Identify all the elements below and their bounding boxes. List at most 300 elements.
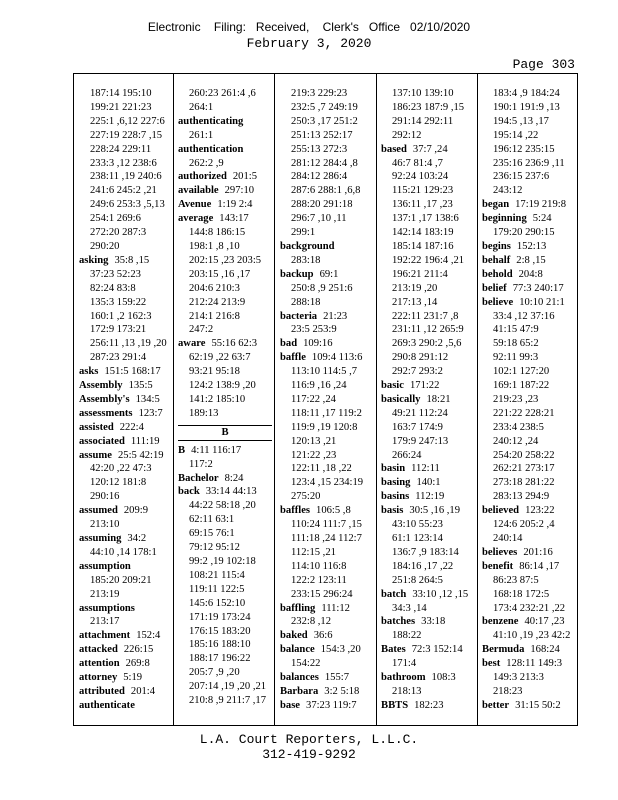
index-refs-line: 213:10 (90, 519, 120, 531)
index-refs: 201:16 (523, 546, 553, 558)
index-entry (482, 240, 576, 254)
index-entry (482, 560, 576, 574)
index-term: belief (482, 282, 507, 294)
index-refs: 33:18 (421, 616, 446, 628)
index-refs-line: 203:15 ,16 ,17 (189, 268, 251, 280)
index-term: assumptions (79, 602, 135, 614)
index-refs-line: 137:10 139:10 (392, 88, 454, 99)
index-refs-line: 82:24 83:8 (90, 282, 136, 294)
index-term: attacked (79, 644, 118, 656)
index-refs: 123:7 (138, 407, 163, 419)
index-refs-line: 37:23 52:23 (90, 268, 141, 280)
index-entry (280, 351, 374, 365)
index-refs-line: 173:4 232:21 ,22 (493, 602, 566, 614)
index-refs: 55:16 62:3 (211, 338, 258, 350)
index-refs: 135:5 (128, 380, 153, 392)
index-entry (178, 485, 272, 499)
index-refs: 209:9 (123, 505, 148, 517)
index-refs-line: 232:5 ,7 249:19 (291, 101, 358, 113)
index-entry (79, 671, 171, 685)
index-refs: 151:5 168:17 (104, 366, 161, 378)
index-entry (280, 643, 374, 657)
index-refs-line: 235:16 236:9 ,11 (493, 157, 565, 169)
index-entry (381, 379, 475, 393)
index-refs-line: 273:18 281:22 (493, 477, 555, 489)
index-refs-line: 188:17 196:22 (189, 653, 251, 665)
index-refs-line: 210:8 ,9 211:7 ,17 (189, 695, 267, 707)
index-term: behold (482, 268, 513, 280)
page-number: Page 303 (512, 57, 575, 72)
column-divider (173, 74, 174, 725)
index-term: BBTS (381, 699, 409, 711)
index-refs-line: 171:4 (392, 658, 417, 670)
index-entry (280, 671, 374, 685)
index-refs-line: 62:19 ,22 63:7 (189, 352, 251, 364)
index-refs-line: 218:13 (392, 685, 422, 697)
index-term: benefit (482, 560, 514, 572)
index-entry (280, 602, 374, 616)
index-refs-line: 272:20 287:3 (90, 227, 147, 239)
index-refs-line: 199:21 221:23 (90, 101, 152, 113)
index-column-5 (482, 87, 576, 715)
index-term: beginning (482, 213, 527, 225)
index-refs-line: 233:4 238:5 (493, 421, 544, 433)
index-entry (178, 170, 272, 184)
index-column-1 (79, 87, 171, 715)
index-refs-line: 115:21 129:23 (392, 185, 454, 197)
index-refs-line: 261:1 (189, 129, 214, 141)
index-refs-line: 196:21 211:4 (392, 268, 448, 280)
index-refs-line: 283:13 294:9 (493, 491, 550, 503)
index-entry (79, 657, 171, 671)
index-term: believes (482, 546, 518, 558)
index-refs-line: 179:20 290:15 (493, 227, 555, 239)
index-term: batch (381, 588, 407, 600)
index-refs-line: 288:20 291:18 (291, 199, 353, 211)
index-entry (79, 365, 171, 379)
index-refs: 34:2 (127, 533, 147, 544)
index-entry (79, 629, 171, 643)
index-refs-line: 114:10 116:8 (291, 560, 347, 572)
index-refs-line: 262:21 273:17 (493, 463, 555, 475)
index-refs: 182:23 (414, 699, 444, 711)
index-refs-line: 266:24 (392, 449, 422, 461)
index-term: assuming (79, 533, 122, 544)
index-refs-line: 119:11 122:5 (189, 583, 245, 595)
index-entry (482, 268, 576, 282)
index-term: bathroom (381, 672, 426, 684)
index-refs-line: 41:10 ,19 ,23 42:2 (493, 630, 571, 642)
index-refs-line: 172:9 173:21 (90, 324, 147, 336)
footer (0, 732, 618, 762)
court-reporter-phone: 312-419-9292 (262, 747, 356, 762)
index-refs-line: 290:16 (90, 491, 120, 503)
index-term: aware (178, 338, 206, 350)
index-refs-line: 149:3 213:3 (493, 672, 544, 684)
index-entry (482, 657, 576, 671)
index-refs-line: 194:5 ,13 ,17 (493, 115, 549, 127)
index-refs: 1:19 2:4 (217, 199, 253, 211)
index-term: assume (79, 449, 112, 461)
index-entry (482, 296, 576, 310)
index-term: basically (381, 393, 421, 405)
index-refs-line: 192:22 196:4 ,21 (392, 254, 465, 266)
index-refs-line: 121:22 ,23 (291, 449, 337, 461)
index-refs-line: 189:13 (189, 407, 219, 419)
transcript-date: February 3, 2020 (246, 36, 372, 51)
index-refs-line: 59:18 65:2 (493, 338, 539, 350)
index-refs-line: 34:3 ,14 (392, 602, 427, 614)
index-term: better (482, 699, 510, 711)
index-term: attention (79, 658, 120, 670)
index-term: Assembly's (79, 393, 130, 405)
index-refs-line: 113:10 114:5 ,7 (291, 366, 358, 378)
index-entry (482, 282, 576, 296)
index-refs-line: 61:1 123:14 (392, 533, 443, 544)
index-term: assumed (79, 505, 118, 517)
index-refs: 109:4 113:6 (311, 352, 363, 364)
index-refs-line: 247:2 (189, 324, 214, 336)
index-refs-line: 102:1 127:20 (493, 366, 550, 378)
index-refs-line: 120:13 ,21 (291, 435, 337, 447)
index-refs-line: 154:22 (291, 658, 321, 670)
index-refs-line: 219:23 ,23 (493, 393, 539, 405)
index-refs-line: 296:7 ,10 ,11 (291, 213, 347, 225)
index-refs: 204:8 (518, 268, 543, 280)
index-refs-line: 204:6 210:3 (189, 282, 240, 294)
index-entry (280, 337, 374, 351)
index-entry (381, 476, 475, 490)
index-entry (482, 504, 576, 518)
index-term: attachment (79, 630, 131, 642)
index-refs-line: 233:15 296:24 (291, 588, 353, 600)
index-term: available (178, 185, 219, 197)
index-term: Bates (381, 644, 406, 656)
index-refs-line: 168:18 172:5 (493, 588, 550, 600)
index-refs-line: 292:12 (392, 129, 422, 141)
index-entry (381, 615, 475, 629)
index-refs: 36:6 (313, 630, 333, 642)
index-term: balances (280, 672, 319, 684)
index-column-2 (178, 87, 272, 715)
index-term: best (482, 658, 501, 670)
index-entry (79, 421, 171, 435)
index-entry (79, 504, 171, 518)
index-refs-line: 262:2 ,9 (189, 157, 224, 169)
index-refs-line: 108:21 115:4 (189, 569, 245, 581)
index-refs-line: 93:21 95:18 (189, 366, 240, 378)
index-refs-line: 196:12 235:15 (493, 143, 555, 155)
index-refs-line: 144:8 186:15 (189, 227, 246, 239)
index-entry (482, 615, 576, 629)
index-entry (381, 588, 475, 602)
index-term: begins (482, 240, 511, 252)
index-refs-line: 190:1 191:9 ,13 (493, 101, 560, 113)
index-refs-line: 238:11 ,19 240:6 (90, 171, 162, 183)
index-term: Bachelor (178, 472, 219, 484)
index-refs: 152:4 (136, 630, 161, 642)
index-refs-line: 110:24 111:7 ,15 (291, 519, 362, 531)
index-column-4 (381, 87, 475, 715)
index-entry (482, 212, 576, 226)
index-refs: 128:11 149:3 (506, 658, 563, 670)
index-refs-line: 188:22 (392, 630, 422, 642)
index-term: authenticating (178, 115, 244, 127)
index-entry (178, 472, 272, 486)
index-refs-line: 122:2 123:11 (291, 574, 347, 586)
index-refs: 37:7 ,24 (412, 143, 448, 155)
index-refs: 106:5 ,8 (316, 505, 351, 517)
index-term: behalf (482, 254, 511, 266)
index-refs-line: 186:23 187:9 ,15 (392, 101, 465, 113)
index-refs-line: 195:14 ,22 (493, 129, 539, 141)
index-term: assessments (79, 407, 133, 419)
index-refs: 18:21 (426, 393, 451, 405)
index-refs-line: 256:11 ,13 ,19 ,20 (90, 338, 167, 350)
index-entry (482, 699, 576, 713)
index-refs-line: 185:14 187:16 (392, 240, 454, 252)
index-refs-line: 23:5 253:9 (291, 324, 337, 336)
index-refs-line: 202:15 ,23 203:5 (189, 254, 262, 266)
index-refs-line: 225:1 ,6,12 227:6 (90, 115, 165, 127)
index-refs: 112:19 (415, 491, 445, 503)
index-term: basins (381, 491, 410, 503)
index-term: bad (280, 338, 298, 350)
index-refs: 3:2 5:18 (324, 685, 360, 697)
index-entry (381, 504, 475, 518)
section-letter: B (178, 425, 272, 441)
index-refs-line: 176:15 183:20 (189, 625, 251, 637)
index-refs: 31:15 50:2 (515, 699, 561, 711)
index-refs-line: 233:3 ,12 238:6 (90, 157, 157, 169)
index-refs: 140:1 (416, 477, 441, 489)
index-refs-line: 141:2 185:10 (189, 393, 246, 405)
index-refs: 108:3 (431, 672, 456, 684)
index-refs-line: 135:3 159:22 (90, 296, 147, 308)
index-term: balance (280, 644, 315, 656)
index-refs-line: 240:14 (493, 533, 523, 544)
index-refs-line: 212:24 213:9 (189, 296, 246, 308)
index-refs: 5:19 (123, 672, 143, 684)
index-refs: 5:24 (532, 213, 552, 225)
index-entry (482, 546, 576, 560)
index-refs-line: 269:3 290:2 ,5,6 (392, 338, 462, 350)
index-entry (79, 379, 171, 393)
index-refs-line: 299:1 (291, 227, 316, 239)
index-refs-line: 136:11 ,17 ,23 (392, 199, 453, 211)
index-refs-line: 240:12 ,24 (493, 435, 539, 447)
index-refs-line: 227:19 228:7 ,15 (90, 129, 163, 141)
index-refs-line: 222:11 231:7 ,8 (392, 310, 459, 322)
index-refs-line: 207:14 ,19 ,20 ,21 (189, 681, 267, 693)
index-refs-line: 120:12 181:8 (90, 477, 147, 489)
index-refs: 10:10 21:1 (519, 296, 565, 308)
index-term: backup (280, 268, 314, 280)
index-term: B (178, 444, 186, 456)
index-refs-line: 185:20 209:21 (90, 574, 152, 586)
index-entry (482, 643, 576, 657)
index-refs-line: 290:8 291:12 (392, 352, 449, 364)
index-entry (79, 699, 171, 713)
index-refs-line: 251:13 252:17 (291, 129, 353, 141)
index-refs: 123:22 (525, 505, 555, 517)
index-refs-line: 198:1 ,8 ,10 (189, 240, 240, 252)
index-refs: 168:24 (530, 644, 560, 656)
index-term: asking (79, 254, 109, 266)
index-refs-line: 228:24 229:11 (90, 143, 152, 155)
index-entry (178, 337, 272, 351)
index-entry (280, 310, 374, 324)
index-entry (79, 560, 171, 574)
index-refs: 111:19 (130, 435, 160, 447)
index-refs-line: 275:20 (291, 491, 321, 503)
index-refs-line: 250:3 ,17 251:2 (291, 115, 358, 127)
index-refs-line: 255:13 272:3 (291, 143, 348, 155)
index-refs-line: 249:6 253:3 ,5,13 (90, 199, 165, 211)
column-divider (376, 74, 377, 725)
index-term: Bermuda (482, 644, 525, 656)
index-entry (79, 602, 171, 616)
index-refs-line: 118:11 ,17 119:2 (291, 407, 362, 419)
index-refs-line: 213:19 (90, 588, 120, 600)
index-refs-line: 44:10 ,14 178:1 (90, 546, 157, 558)
index-refs: 86:14 ,17 (519, 560, 560, 572)
index-term: basin (381, 463, 406, 475)
index-entry (79, 407, 171, 421)
index-refs: 2:8 ,15 (516, 254, 546, 266)
index-refs-line: 231:11 ,12 265:9 (392, 324, 464, 336)
index-term: believe (482, 296, 514, 308)
index-refs: 109:16 (303, 338, 333, 350)
index-refs-line: 183:4 ,9 184:24 (493, 88, 560, 99)
index-refs-line: 112:15 ,21 (291, 546, 336, 558)
index-refs-line: 218:23 (493, 685, 523, 697)
index-entry (79, 449, 171, 463)
index-term: back (178, 486, 200, 498)
index-entry (381, 490, 475, 504)
index-entry (280, 268, 374, 282)
index-entry (381, 699, 475, 713)
index-term: baffles (280, 505, 311, 517)
index-refs-line: 236:15 237:6 (493, 171, 550, 183)
index-term: basic (381, 380, 404, 392)
index-refs-line: 213:17 (90, 616, 120, 628)
index-refs: 30:5 ,16 ,19 (409, 505, 461, 517)
index-column-3 (280, 87, 374, 715)
index-refs: 155:7 (324, 672, 349, 684)
index-term: assumption (79, 560, 131, 572)
index-refs: 201:4 (130, 685, 156, 697)
index-refs-line: 123:4 ,15 234:19 (291, 477, 364, 489)
index-entry (280, 699, 374, 713)
index-refs-line: 33:4 ,12 37:16 (493, 310, 555, 322)
index-refs-line: 169:1 187:22 (493, 380, 550, 392)
index-refs-line: 179:9 247:13 (392, 435, 449, 447)
index-refs-line: 284:12 286:4 (291, 171, 348, 183)
index-refs-line: 145:6 152:10 (189, 597, 246, 609)
index-refs-line: 251:8 264:5 (392, 574, 443, 586)
index-refs: 297:10 (224, 185, 255, 197)
index-refs-line: 137:1 ,17 138:6 (392, 213, 459, 225)
index-refs: 269:8 (125, 658, 150, 670)
index-refs-line: 221:22 228:21 (493, 407, 555, 419)
index-refs-line: 86:23 87:5 (493, 574, 539, 586)
index-refs-line: 283:18 (291, 254, 321, 266)
filing-header: Electronic Filing: Received, Clerk's Office 02/10/2020 (147, 20, 471, 34)
index-entry (482, 254, 576, 268)
index-refs-line: 184:16 ,17 ,22 (392, 560, 454, 572)
index-refs-line: 41:15 47:9 (493, 324, 539, 336)
index-refs: 226:15 (123, 644, 154, 656)
index-refs: 4:11 116:17 (191, 444, 242, 456)
index-refs-line: 124:6 205:2 ,4 (493, 519, 555, 531)
index-refs-line: 69:15 76:1 (189, 528, 235, 540)
index-entry (178, 184, 272, 198)
index-term: attorney (79, 672, 118, 684)
index-refs-line: 171:19 173:24 (189, 611, 251, 623)
index-refs: 8:24 (224, 472, 244, 484)
index-term: average (178, 213, 214, 225)
index-box (73, 73, 578, 726)
index-refs-line: 49:21 112:24 (392, 407, 448, 419)
index-refs-line: 217:13 ,14 (392, 296, 438, 308)
index-refs-line: 219:3 229:23 (291, 88, 348, 99)
index-refs-line: 92:11 99:3 (493, 352, 539, 364)
index-refs-line: 205:7 ,9 ,20 (189, 667, 240, 679)
index-refs-line: 122:11 ,18 ,22 (291, 463, 352, 475)
index-refs-line: 46:7 81:4 ,7 (392, 157, 443, 169)
index-refs-line: 290:20 (90, 240, 120, 252)
index-term: benzene (482, 616, 519, 628)
index-entry (381, 671, 475, 685)
index-refs: 111:12 (321, 602, 350, 614)
index-refs-line: 287:6 288:1 ,6,8 (291, 185, 361, 197)
index-refs-line: 281:12 284:4 ,8 (291, 157, 358, 169)
index-refs-line: 117:2 (189, 458, 213, 470)
index-term: associated (79, 435, 125, 447)
index-refs-line: 142:14 183:19 (392, 227, 454, 239)
index-refs-line: 163:7 174:9 (392, 421, 443, 433)
index-refs: 69:1 (319, 268, 339, 280)
index-refs-line: 213:19 ,20 (392, 282, 438, 294)
index-entry (79, 254, 171, 268)
index-entry (178, 198, 272, 212)
index-refs: 33:10 ,12 ,15 (412, 588, 469, 600)
index-refs: 25:5 42:19 (117, 449, 164, 461)
index-term: authorized (178, 171, 227, 183)
index-entry (178, 115, 272, 129)
index-refs-line: 111:18 ,24 112:7 (291, 533, 362, 544)
index-refs-line: 79:12 95:12 (189, 542, 240, 554)
index-entry (79, 685, 171, 699)
index-entry (178, 444, 272, 458)
index-term: based (381, 143, 407, 155)
index-term: authenticate (79, 699, 135, 711)
index-refs-line: 254:20 258:22 (493, 449, 555, 461)
index-term: began (482, 199, 510, 211)
index-entry (280, 629, 374, 643)
index-refs: 17:19 219:8 (515, 199, 567, 211)
index-refs: 35:8 ,15 (114, 254, 150, 266)
column-divider (274, 74, 275, 725)
index-term: base (280, 699, 301, 711)
index-entry (381, 143, 475, 157)
index-entry (79, 393, 171, 407)
index-term: Assembly (79, 380, 123, 392)
index-refs: 152:13 (516, 240, 547, 252)
index-refs: 112:11 (411, 463, 440, 475)
index-term: batches (381, 616, 416, 628)
